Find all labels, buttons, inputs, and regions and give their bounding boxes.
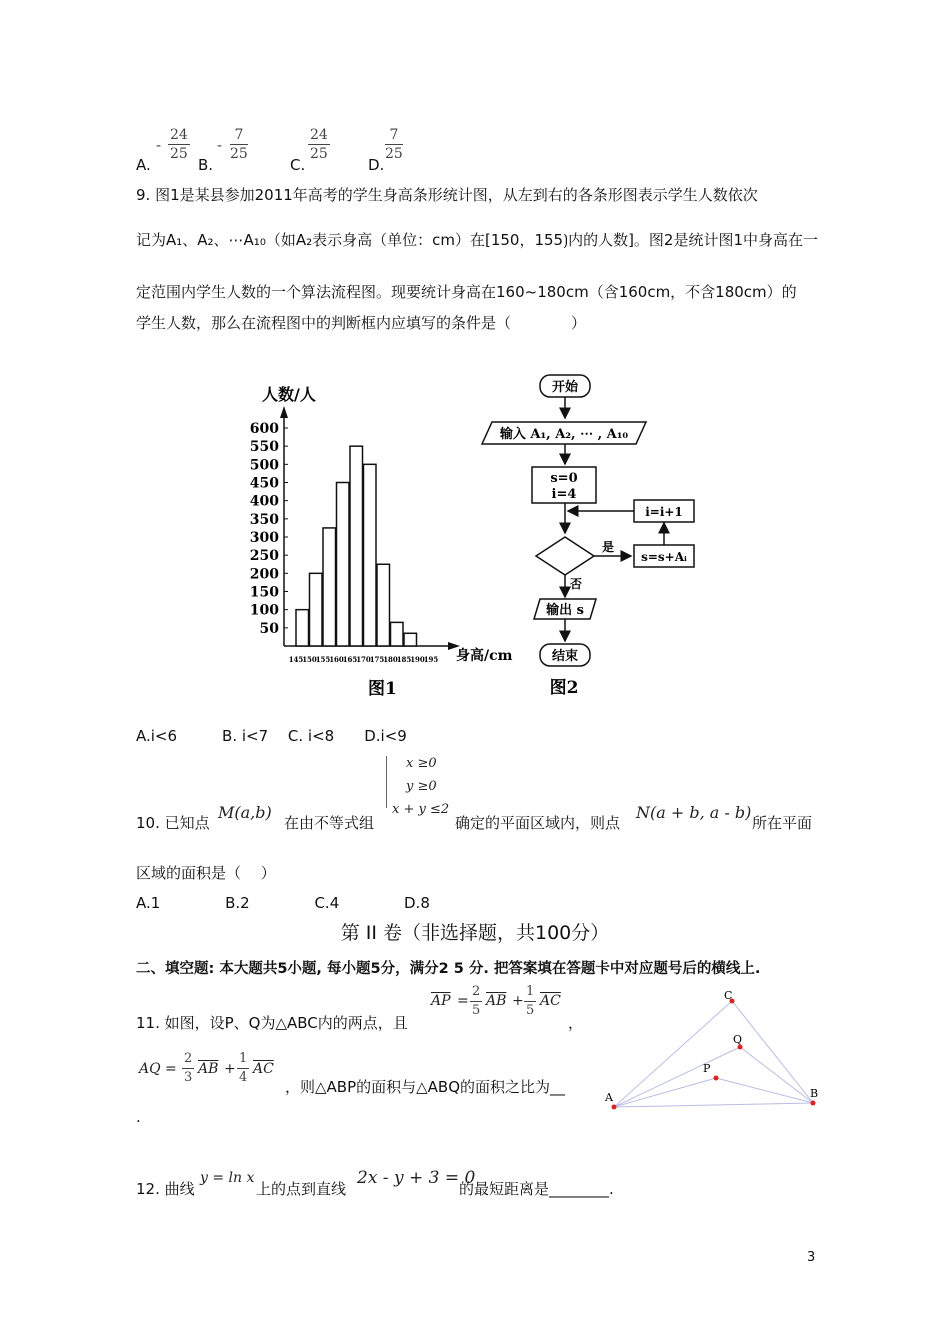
bar-145-150 <box>296 610 309 646</box>
q10-tail: 所在平面 <box>752 814 813 832</box>
bar-160-165 <box>337 483 350 647</box>
option-b-fraction: $\frac{7}{25}$ <box>230 127 248 162</box>
q10-point-n: N(a + b, a - b) <box>636 803 752 822</box>
ytick-450: 450 <box>249 475 279 492</box>
flow-yes-label: 是 <box>602 540 615 554</box>
ytick-50: 50 <box>259 620 279 637</box>
xtick-190: 190 <box>410 655 425 664</box>
option-a-label: A. <box>136 156 151 174</box>
xtick-145: 145 <box>288 655 304 664</box>
xtick-175: 175 <box>369 655 385 664</box>
bar-155-160 <box>323 528 336 646</box>
option-d-fraction: $\frac{7}{25}$ <box>385 127 403 162</box>
flow-input-text: 输入 A₁, A₂, ⋯ , A₁₀ <box>499 427 629 442</box>
ytick-250: 250 <box>249 548 279 565</box>
q10-brace <box>386 756 393 808</box>
option-a-sign: - <box>156 136 162 154</box>
label-b: B <box>810 1087 819 1100</box>
q10-ineq1: x ≥0 <box>406 756 437 771</box>
triangle-figure <box>596 990 836 1120</box>
flow-init-i: i=4 <box>551 487 577 502</box>
q9-line2: 记为A₁、A₂、⋯A₁₀（如A₂表示身高（单位：cm）在[150，155⟯内的人数]。图2是统计图1中身高在一 <box>136 231 819 249</box>
ytick-100: 100 <box>249 602 279 619</box>
xtick-185: 185 <box>396 655 412 664</box>
q11-comma: ， <box>568 1014 584 1032</box>
q11-aq-vec1: $\overline{AB}$ <box>198 1061 219 1077</box>
xtick-155: 155 <box>315 655 331 664</box>
label-a: A <box>605 1091 613 1104</box>
flow-init-s: s=0 <box>550 471 578 486</box>
label-q: Q <box>733 1033 743 1046</box>
segment-qb <box>740 1047 813 1103</box>
q9-line1: 9. 图1是某县参加2011年高考的学生身高条形统计图，从左到右的各条形图表示学生人数依次 <box>136 186 758 204</box>
q11-aq-vec2: $\overline{AC}$ <box>253 1061 274 1077</box>
q11-ap-eq: = <box>457 993 469 1009</box>
xtick-180: 180 <box>383 655 398 664</box>
ytick-400: 400 <box>249 493 279 510</box>
option-a-fraction: $\frac{24}{25}$ <box>170 127 188 162</box>
q11-aq-frac2: $\frac{1}{4}$ <box>239 1051 248 1085</box>
option-b-label: B. <box>198 156 214 174</box>
q11-dot: . <box>136 1108 141 1126</box>
ytick-150: 150 <box>249 584 279 601</box>
bar-170-175 <box>364 464 377 646</box>
label-c: C <box>724 990 733 1002</box>
xtick-150: 150 <box>302 655 317 664</box>
flow-decision-diamond <box>536 537 594 575</box>
xtick-165: 165 <box>342 655 358 664</box>
flow-sum-text: s=s+Aᵢ <box>641 550 687 564</box>
q11-ap-vec2: $\overline{AC}$ <box>540 993 561 1009</box>
bar-185-190 <box>404 633 417 646</box>
q10-point-m: M(a,b) <box>218 803 272 822</box>
ytick-200: 200 <box>249 566 279 583</box>
fig2-caption: 图2 <box>549 678 579 698</box>
ytick-550: 550 <box>249 439 279 456</box>
q11-ap-lhs: $\overline{AP}$ <box>431 993 451 1009</box>
segment-pb <box>716 1078 813 1103</box>
xtick-170: 170 <box>356 655 371 664</box>
figure2-flowchart <box>478 370 700 700</box>
q10-ineq3: x + y ≤2 <box>392 802 450 817</box>
q11-ap-plus: + <box>512 993 524 1009</box>
fig1-ylabel: 人数/人 <box>262 385 316 404</box>
xtick-160: 160 <box>329 655 344 664</box>
triangle-abc <box>614 1001 813 1107</box>
ytick-300: 300 <box>249 530 279 546</box>
q9-line4: 学生人数，那么在流程图中的判断框内应填写的条件是（ ） <box>136 314 587 332</box>
point-a <box>612 1105 617 1110</box>
q11-ap-vec1: $\overline{AB}$ <box>486 993 507 1009</box>
q11-text1: 11. 如图，设P、Q为△ABC内的两点，且 <box>136 1014 408 1032</box>
q12-post: 的最短距离是________. <box>459 1180 614 1198</box>
flow-output-text: 输出 s <box>546 603 584 618</box>
bar-175-180 <box>377 564 390 646</box>
q11-ap-frac2: $\frac{1}{5}$ <box>526 984 535 1018</box>
q10-line2: 区域的面积是（ ） <box>136 864 276 882</box>
q11-aq-lhs: AQ = <box>139 1061 177 1077</box>
page-number: 3 <box>807 1250 816 1265</box>
q11-text2: ，则△ABP的面积与△ABQ的面积之比为__ <box>285 1078 566 1096</box>
flow-no-label: 否 <box>570 577 583 591</box>
section-title: 第 II 卷（非选择题，共100分） <box>340 922 610 944</box>
q12-line: 2x - y + 3 = 0 <box>357 1168 476 1188</box>
option-c-fraction: $\frac{24}{25}$ <box>310 127 328 162</box>
flow-incr-text: i=i+1 <box>645 505 683 519</box>
bar-165-170 <box>350 446 363 646</box>
q9-options: A.i<6 B. i<7 C. i<8 D.i<9 <box>136 727 407 745</box>
option-b-sign: - <box>217 136 223 154</box>
q10-options: A.1 B.2 C.4 D.8 <box>136 894 430 912</box>
q12-curve: y = ln x <box>200 1170 255 1186</box>
q10-pre: 10. 已知点 <box>136 814 210 832</box>
bar-180-185 <box>391 622 404 646</box>
ytick-350: 350 <box>249 511 279 528</box>
q10-ineq2: y ≥0 <box>406 779 437 794</box>
ytick-600: 600 <box>249 421 279 437</box>
q10-post: 确定的平面区域内，则点 <box>455 814 621 832</box>
option-d-label: D. <box>368 156 385 174</box>
xtick-195: 195 <box>423 655 439 664</box>
ytick-500: 500 <box>249 457 279 474</box>
fig1-caption: 图1 <box>368 679 397 699</box>
q12-mid: 上的点到直线 <box>256 1180 347 1198</box>
segment-aq <box>614 1047 740 1107</box>
flow-start-text: 开始 <box>551 380 579 395</box>
q11-aq-frac1: $\frac{2}{3}$ <box>184 1051 193 1085</box>
q11-ap-frac1: $\frac{2}{5}$ <box>472 984 481 1018</box>
fig1-y-arrow <box>280 406 288 418</box>
q12-pre: 12. 曲线 <box>136 1180 195 1198</box>
option-c-label: C. <box>290 156 306 174</box>
flow-end-text: 结束 <box>551 649 579 664</box>
point-p <box>714 1076 719 1081</box>
q9-line3: 定范围内学生人数的一个算法流程图。现要统计身高在160~180cm（含160cm，不含180cm）的 <box>136 283 797 301</box>
fig1-xlabel: 身高/cm <box>456 648 513 664</box>
section-heading: 二、填空题: 本大题共5小题, 每小题5分，满分2 5 分. 把答案填在答题卡中对应题号后的横线上. <box>136 961 761 977</box>
bar-150-155 <box>310 573 323 646</box>
q10-mid: 在由不等式组 <box>284 814 375 832</box>
q11-aq-plus: + <box>224 1061 236 1077</box>
point-b <box>811 1101 816 1106</box>
label-p: P <box>703 1062 711 1075</box>
